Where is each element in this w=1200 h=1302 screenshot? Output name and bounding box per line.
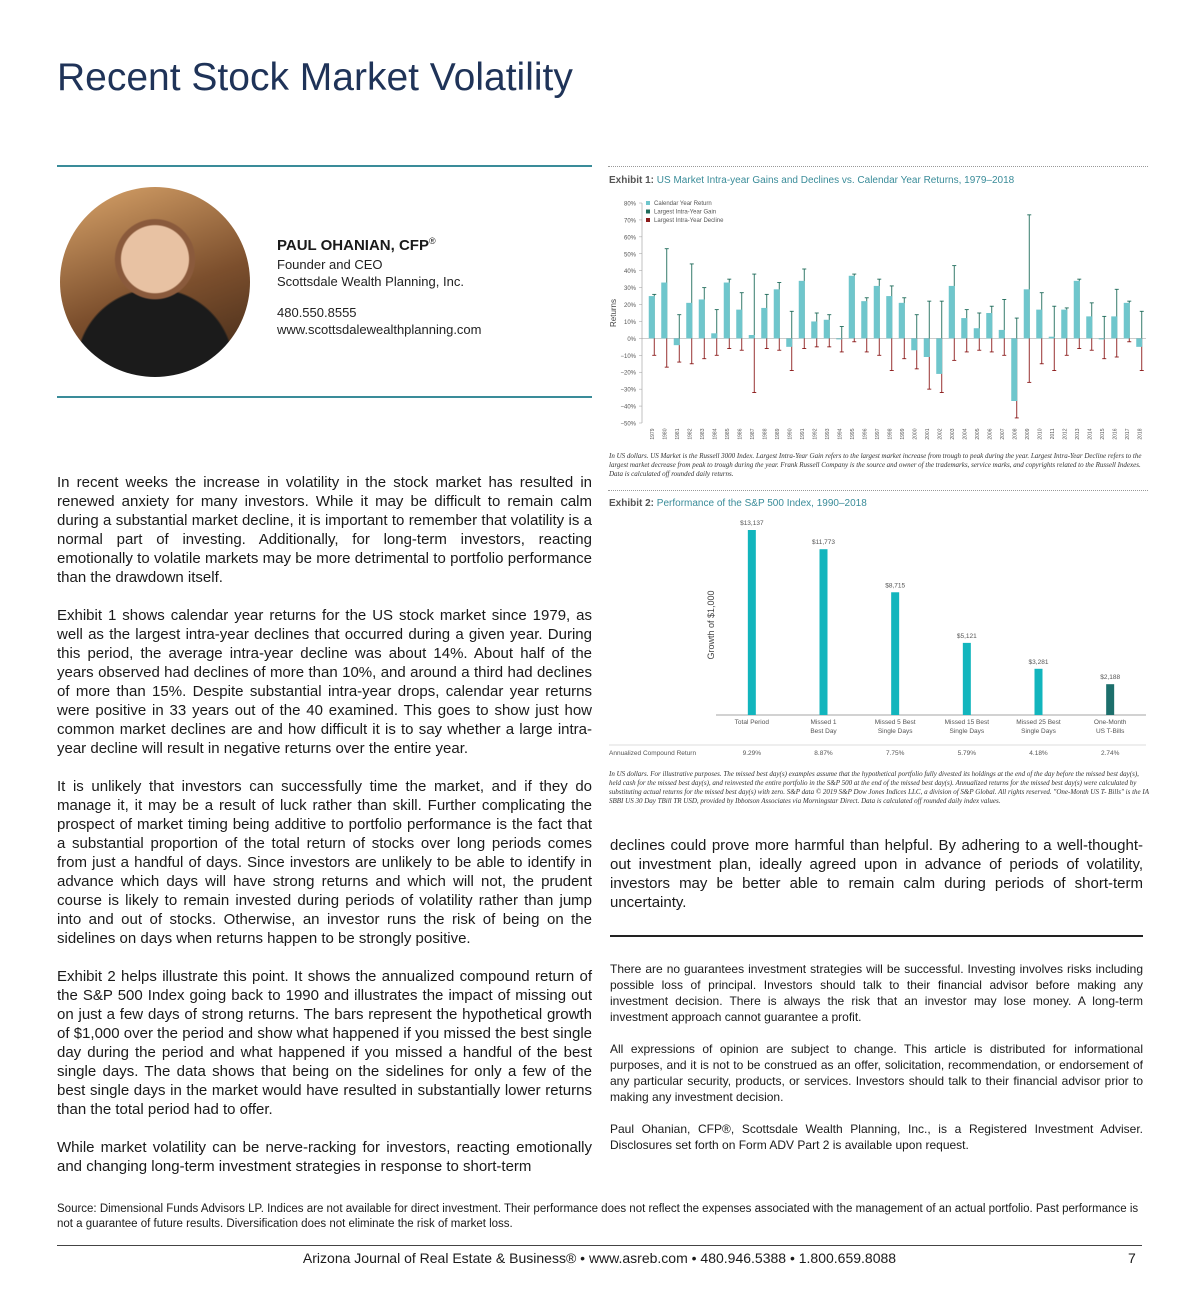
x-tick-label: 1984 xyxy=(712,428,719,440)
bar-value-label: $13,137 xyxy=(740,520,764,527)
y-tick-label: 80% xyxy=(623,201,636,208)
page-number: 7 xyxy=(1128,1250,1136,1266)
calendar-return-bar xyxy=(686,303,692,339)
legend-label: Largest Intra-Year Gain xyxy=(654,209,717,216)
disclaimer-text: Paul Ohanian, CFP®, Scottsdale Wealth Planning, Inc., is a Registered Investment Adviser. Disclosures set forth on Form ADV Part 2 is available upon request. xyxy=(610,1122,1143,1152)
calendar-return-bar xyxy=(1099,338,1105,339)
calendar-return-bar xyxy=(874,286,880,338)
exhibit1-top-divider xyxy=(608,166,1148,167)
x-tick-label: 1988 xyxy=(762,428,769,440)
calendar-return-bar xyxy=(711,333,717,338)
bar-value-label: $11,773 xyxy=(811,539,836,547)
calendar-return-bar xyxy=(736,310,742,339)
x-tick-label: 2013 xyxy=(1074,428,1081,440)
x-tick-label: 2010 xyxy=(1037,428,1044,440)
disclaimer-text: There are no guarantees investment strategies will be successful. Investing involves risks including possible loss of principal. Investors should talk to their financial advisor before making any investment decision. There is always the risk that an investor may lose money. A long-term investment approach cannot guarantee a profit. xyxy=(610,962,1143,1024)
x-tick-label: Missed 5 Best xyxy=(874,719,916,726)
y-tick-label: 30% xyxy=(623,286,636,293)
x-tick-label: 1980 xyxy=(662,428,669,440)
x-tick-label: 2006 xyxy=(987,428,994,440)
x-tick-label: 2012 xyxy=(1062,428,1069,440)
paragraph: Exhibit 1 shows calendar year returns for the US stock market since 1979, as well as the largest intra-year declines that occurred during a given year. During this period, the average intra-year decline was about 14%. About half of the years observed had declines of more than 10%, and around a third had declines of more than 15%. Despite substantial intra-year drops, calendar year returns were positive in 33 years out of the 40 examined. This goes to show just how common market declines are and how difficult it is to say whether a large intra-year decline will result in negative returns over the entire year. xyxy=(57,607,592,757)
y-tick-label: −50% xyxy=(620,421,636,428)
growth-bar xyxy=(891,592,899,715)
calendar-return-bar xyxy=(799,281,805,339)
bio-top-rule xyxy=(57,165,592,167)
x-tick-label: 2002 xyxy=(937,428,944,440)
x-tick-label: 2014 xyxy=(1087,428,1094,440)
x-tick-label: 2005 xyxy=(974,428,981,440)
y-tick-label: −20% xyxy=(620,370,636,377)
exhibit2-title xyxy=(609,498,867,509)
x-tick-label: Missed 1 xyxy=(810,719,837,726)
x-tick-label: 2009 xyxy=(1024,428,1031,440)
y-tick-label: −10% xyxy=(620,353,636,360)
bar-value-label: $2,188 xyxy=(1100,674,1121,682)
calendar-return-bar xyxy=(786,338,792,346)
x-tick-label: 2017 xyxy=(1124,428,1131,440)
paragraph: In recent weeks the increase in volatility in the stock market has resulted in renewed anxiety for many investors. While it may be difficult to remain calm during a substantial market decline, it is important to remember that volatility is a normal part of investing. Additionally, for long-term investors, reacting emotionally to volatile markets may be more detrimental to portfolio performance than the drawdown itself. xyxy=(57,474,592,586)
author-phone[interactable]: 480.550.8555 xyxy=(277,305,357,320)
x-tick-label: 1983 xyxy=(699,428,706,440)
exhibit2-title-text: Performance of the S&P 500 Index, 1990–2018 xyxy=(656,498,867,509)
author-website-link[interactable]: www.scottsdalewealthplanning.com xyxy=(277,322,482,337)
calendar-return-bar xyxy=(749,335,755,338)
x-tick-label: 2008 xyxy=(1012,428,1019,440)
paragraph: It is unlikely that investors can successfully time the market, and if they do manage it, it may be a result of luck rather than skill. Further complicating the prospect of market timing being additive to portfolio performance is the fact that a substantial proportion of the total return of stocks over long periods comes from just a handful of days. Since investors are unlikely to be able to identify in advance which days will have strong returns and which will not, the prudent course is likely to remain invested during periods of volatility rather than jump into and out of stocks. Otherwise, an investor runs the risk of being on the sidelines on days when returns happen to be strongly positive. xyxy=(57,778,592,947)
article-body xyxy=(57,473,592,1195)
paragraph: Exhibit 2 helps illustrate this point. It shows the annualized compound return of the S&P 500 Index going back to 1990 and illustrates the impact of missing out on just a few days of strong returns. The bars represent the hypothetical growth of $1,000 over the period and show what happened if you missed the best single day during the period and what happened if you missed a handful of the best single days. The data shows that being on the sidelines for only a few of the best single days in the market would have resulted in substantially lower returns than the total period had to offer. xyxy=(57,968,592,1118)
annualized-return-value: 2.74% xyxy=(1100,750,1120,757)
legend-swatch xyxy=(646,210,650,214)
legend-label: Calendar Year Return xyxy=(654,201,712,207)
growth-bar xyxy=(1035,669,1043,715)
page-title: Recent Stock Market Volatility xyxy=(57,56,573,99)
x-tick-label: 1987 xyxy=(749,428,756,440)
x-tick-label: 2015 xyxy=(1099,428,1106,440)
y-tick-label: −40% xyxy=(620,404,636,411)
y-tick-label: 50% xyxy=(623,252,636,259)
article-continuation: declines could prove more harmful than helpful. By adhering to a well-thought-out investment plan, ideally agreed upon in advance of periods of volatility, investors may be better able to remain calm during periods of short-term uncertainty. xyxy=(610,837,1143,911)
calendar-return-bar xyxy=(1036,310,1042,339)
calendar-return-bar xyxy=(886,296,892,338)
exhibit1-label: Exhibit 1: xyxy=(609,175,655,186)
calendar-return-bar xyxy=(899,303,905,339)
annualized-return-value: 7.75% xyxy=(885,750,905,757)
x-tick-label: 2011 xyxy=(1049,428,1056,440)
x-tick-label: 1997 xyxy=(874,428,881,440)
legend-label: Largest Intra-Year Decline xyxy=(654,218,724,224)
y-tick-label: 40% xyxy=(623,269,636,276)
x-tick-label: One-Month xyxy=(1093,719,1127,726)
disclaimer-rule xyxy=(610,935,1143,937)
y-tick-label: 0% xyxy=(627,336,636,343)
bio-bottom-rule xyxy=(57,396,592,398)
x-tick-label: 1990 xyxy=(787,428,794,440)
calendar-return-bar xyxy=(774,289,780,338)
growth-bar xyxy=(820,549,828,715)
calendar-return-bar xyxy=(824,320,830,339)
annualized-return-value: 5.79% xyxy=(957,750,977,757)
calendar-return-bar xyxy=(661,283,667,339)
exhibit1-chart xyxy=(606,195,1152,445)
exhibit1-bottom-divider xyxy=(608,490,1148,491)
disclaimers xyxy=(610,961,1143,1169)
calendar-return-bar xyxy=(849,276,855,339)
x-tick-label: 1998 xyxy=(887,428,894,440)
calendar-return-bar xyxy=(836,338,842,339)
y-axis-label: Growth of $1,000 xyxy=(706,590,716,660)
bar-value-label: $5,121 xyxy=(956,632,977,640)
calendar-return-bar xyxy=(911,338,917,350)
calendar-return-bar xyxy=(1061,310,1067,339)
exhibit2-note: In US dollars. For illustrative purposes. The missed best day(s) examples assume that the hypothetical portfolio fully divested its holdings at the end of the day before the missed best day(s), held cash for the missed best day(s), and reinvested the entire portfolio in the S&P 500 at the end of the missed best day(s). Annualized returns for the missed best day(s) were calculated by substituting actual returns for the missed best day(s) with zero. S&P data © 2019 S&P Dow Jones Indices LLC, a division of S&P Global. All rights reserved. "One-Month US T- Bills" is the IA SBBI US 30 Day TBill TR USD, provided by Ibbotson Associates via Morningstar Direct. Data is calculated off rounded daily index values. xyxy=(609,770,1149,805)
annualized-row-label: Annualized Compound Return xyxy=(609,750,697,757)
x-tick-label: 2016 xyxy=(1112,428,1119,440)
x-tick-label: 2004 xyxy=(962,428,969,440)
x-tick-label: Total Period xyxy=(734,719,769,726)
x-tick-label: 2007 xyxy=(999,428,1006,440)
x-tick-label: Single Days xyxy=(877,728,913,735)
author-bio xyxy=(277,236,482,337)
calendar-return-bar xyxy=(811,321,817,338)
exhibit1-title-text: US Market Intra-year Gains and Declines vs. Calendar Year Returns, 1979–2018 xyxy=(656,175,1015,186)
calendar-return-bar xyxy=(1074,281,1080,339)
calendar-return-bar xyxy=(1124,303,1130,339)
x-tick-label: 2018 xyxy=(1137,428,1144,440)
disclaimer-text: All expressions of opinion are subject to change. This article is distributed for informational purposes, and it is not to be construed as an offer, solicitation, recommendation, or endorsement of any particular security, products, or services. Investors should talk to their financial advisor prior to making any investment decision. xyxy=(610,1042,1143,1104)
footer-text: Arizona Journal of Real Estate & Business® • www.asreb.com • 480.946.5388 • 1.800.659.8088 xyxy=(302,1250,897,1266)
y-tick-label: 20% xyxy=(623,303,636,310)
author-photo xyxy=(60,187,250,377)
y-tick-label: 60% xyxy=(623,235,636,242)
calendar-return-bar xyxy=(761,308,767,338)
bar-value-label: $3,281 xyxy=(1028,658,1049,666)
calendar-return-bar xyxy=(999,330,1005,338)
x-tick-label: 2000 xyxy=(912,428,919,440)
calendar-return-bar xyxy=(649,296,655,338)
x-tick-label: 1996 xyxy=(862,428,869,440)
x-tick-label: 1985 xyxy=(724,428,731,440)
x-tick-label: 1991 xyxy=(799,428,806,440)
calendar-return-bar xyxy=(861,301,867,338)
annualized-return-value: 4.18% xyxy=(1029,750,1048,757)
calendar-return-bar xyxy=(949,286,955,338)
author-name: PAUL OHANIAN, CFP xyxy=(277,237,429,254)
x-tick-label: US T-Bills xyxy=(1095,728,1125,735)
legend-swatch xyxy=(646,218,650,222)
x-tick-label: 2003 xyxy=(949,428,956,440)
y-tick-label: 10% xyxy=(623,319,636,326)
x-tick-label: Single Days xyxy=(1021,728,1056,735)
x-tick-label: Single Days xyxy=(949,728,985,735)
growth-bar xyxy=(748,530,756,715)
annualized-return-value: 9.29% xyxy=(742,750,762,757)
calendar-return-bar xyxy=(699,299,705,338)
paragraph: While market volatility can be nerve-racking for investors, reacting emotionally and changing long-term investment strategies in response to short-term xyxy=(57,1139,592,1175)
x-tick-label: 1992 xyxy=(812,428,819,440)
calendar-return-bar xyxy=(1136,338,1142,346)
x-tick-label: 1994 xyxy=(837,428,844,440)
calendar-return-bar xyxy=(1049,337,1055,339)
x-tick-label: 1982 xyxy=(687,428,694,440)
x-tick-label: 1993 xyxy=(824,428,831,440)
calendar-return-bar xyxy=(1024,289,1030,338)
author-company: Scottsdale Wealth Planning, Inc. xyxy=(277,274,464,289)
x-tick-label: 1981 xyxy=(674,428,681,440)
x-tick-label: 1979 xyxy=(649,428,656,440)
exhibit2-label: Exhibit 2: xyxy=(609,498,655,509)
footer-rule xyxy=(57,1245,1142,1246)
calendar-return-bar xyxy=(1086,316,1092,338)
x-tick-label: 1989 xyxy=(774,428,781,440)
calendar-return-bar xyxy=(724,283,730,339)
y-tick-label: −30% xyxy=(620,387,636,394)
bar-value-label: $8,715 xyxy=(885,582,906,590)
calendar-return-bar xyxy=(1011,338,1017,401)
growth-bar xyxy=(1106,684,1114,715)
source-note: Source: Dimensional Funds Advisors LP. Indices are not available for direct investment. Their performance does not reflect the expenses associated with the management of an actual portfolio. Past performance is not a guarantee of future results. Diversification does not eliminate the risk of market loss. xyxy=(57,1203,1139,1230)
calendar-return-bar xyxy=(974,328,980,338)
x-tick-label: Best Day xyxy=(810,728,837,735)
calendar-return-bar xyxy=(1111,316,1117,338)
x-tick-label: 1999 xyxy=(899,428,906,440)
author-role: Founder and CEO xyxy=(277,257,383,272)
y-axis-label: Returns xyxy=(609,298,618,328)
exhibit2-chart xyxy=(606,515,1152,765)
exhibit1-title xyxy=(609,175,1014,186)
y-tick-label: 70% xyxy=(623,218,636,225)
calendar-return-bar xyxy=(986,313,992,338)
calendar-return-bar xyxy=(961,318,967,338)
registered-mark: ® xyxy=(428,236,436,246)
x-tick-label: 1986 xyxy=(737,428,744,440)
x-tick-label: Missed 25 Best xyxy=(1016,719,1061,726)
exhibit1-note: In US dollars. US Market is the Russell 3000 Index. Largest Intra-Year Gain refers to the largest market increase from trough to peak during the year. Largest Intra-Year Decline refers to the largest market decrease from peak to trough during the year. Frank Russell Company is the source and owner of the trademarks, service marks, and copyrights related to the Russell Indexes. Data is calculated off rounded daily returns. xyxy=(609,452,1142,478)
x-tick-label: 1995 xyxy=(849,428,856,440)
calendar-return-bar xyxy=(924,338,930,357)
growth-bar xyxy=(963,643,971,715)
calendar-return-bar xyxy=(936,338,942,374)
x-tick-label: 2001 xyxy=(924,428,931,440)
calendar-return-bar xyxy=(674,338,680,345)
x-tick-label: Missed 15 Best xyxy=(944,719,990,726)
annualized-return-value: 8.87% xyxy=(814,750,833,757)
legend-swatch xyxy=(646,201,650,205)
